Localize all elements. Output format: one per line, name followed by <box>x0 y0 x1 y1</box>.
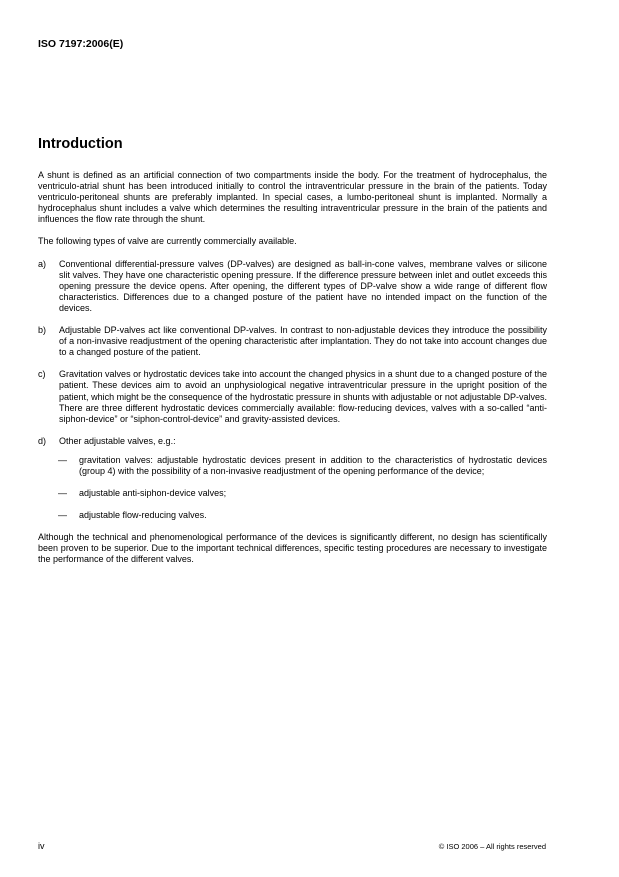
dash-marker: — <box>58 510 67 521</box>
document-id: ISO 7197:2006(E) <box>38 38 124 50</box>
list-item-a <box>38 259 547 314</box>
copyright-notice: © ISO 2006 – All rights reserved <box>438 842 546 851</box>
section-title: Introduction <box>38 136 123 152</box>
list-text: Adjustable DP-valves act like conventional DP-valves. In contrast to non-adjustable devices they introduce the possibility of a non-invasive readjustment of the opening characteristic after implantation. They do not take into account changes due to a changed posture of the patient. <box>59 325 547 358</box>
sub-list-text: adjustable anti-siphon-device valves; <box>79 488 227 499</box>
list-item-c <box>38 369 547 424</box>
list-text: Other adjustable valves, e.g.: <box>59 435 176 446</box>
list-text: Conventional differential-pressure valves (DP-valves) are designed as ball-in-cone valves, membrane valves or silicone slit valves. They have one characteristic opening pressure. If the difference pressure between inlet and outlet exceeds this opening pressure the device opens. After opening, the different types of DP-valve show a wide range of different flow characteristics. Differences due to a changed posture of the patient have no intended impact on the function of the devices. <box>59 258 547 313</box>
intro-paragraph: The following types of valve are currently commercially available. <box>38 236 297 247</box>
sub-list-item <box>58 510 547 521</box>
list-item-d <box>38 436 547 447</box>
sub-list-text: adjustable flow-reducing valves. <box>79 510 207 521</box>
section-body <box>38 170 547 577</box>
list-text: Gravitation valves or hydrostatic devices take into account the changed physics in a shunt due to a changed posture of the patient. These devices aim to avoid an unphysiological negative intraventricular pressure in the upright position of the patient, which might be the consequence of the hydrostatic pressure in shunts with adjustable or not adjustable DP-valves. There are three different hydrostatic devices commercially available: flow-reducing devices, valves with a so-called “anti-siphon-device” or “siphon-control-device” and gravity-assisted devices. <box>59 369 547 424</box>
list-label: c) <box>38 369 46 380</box>
list-label: b) <box>38 325 47 336</box>
list-label: d) <box>38 435 47 446</box>
sub-list-item <box>58 455 547 477</box>
list-item-b <box>38 325 547 358</box>
page-number: iv <box>38 841 45 851</box>
list-label: a) <box>38 258 47 269</box>
dash-marker: — <box>58 454 67 465</box>
sub-list-text: gravitation valves: adjustable hydrostatic devices present in addition to the characteristics of hydrostatic devices (group 4) with the possibility of a non-invasive readjustment of the opening performance of the device; <box>79 454 547 476</box>
sub-list-item <box>58 488 547 499</box>
intro-paragraph: A shunt is defined as an artificial connection of two compartments inside the body. For the treatment of hydrocephalus, the ventriculo-atrial shunt has been introduced initially to control the intraventricular pressure in the brain of the patients. Today ventriculo-peritoneal shunts are preferably implanted. In special cases, a lumbo-peritoneal shunt is implanted. Normally a hydrocephalus shunt includes a valve which determines the resulting intraventricular pressure in the brain of the patients and influences the flow rate through the shunt. <box>38 170 547 225</box>
dash-marker: — <box>58 488 67 499</box>
closing-paragraph: Although the technical and phenomenological performance of the devices is significantly different, no design has scientifically been proven to be superior. Due to the important technical differences, specific testing procedures are necessary to investigate the performance of the different valves. <box>38 532 547 565</box>
